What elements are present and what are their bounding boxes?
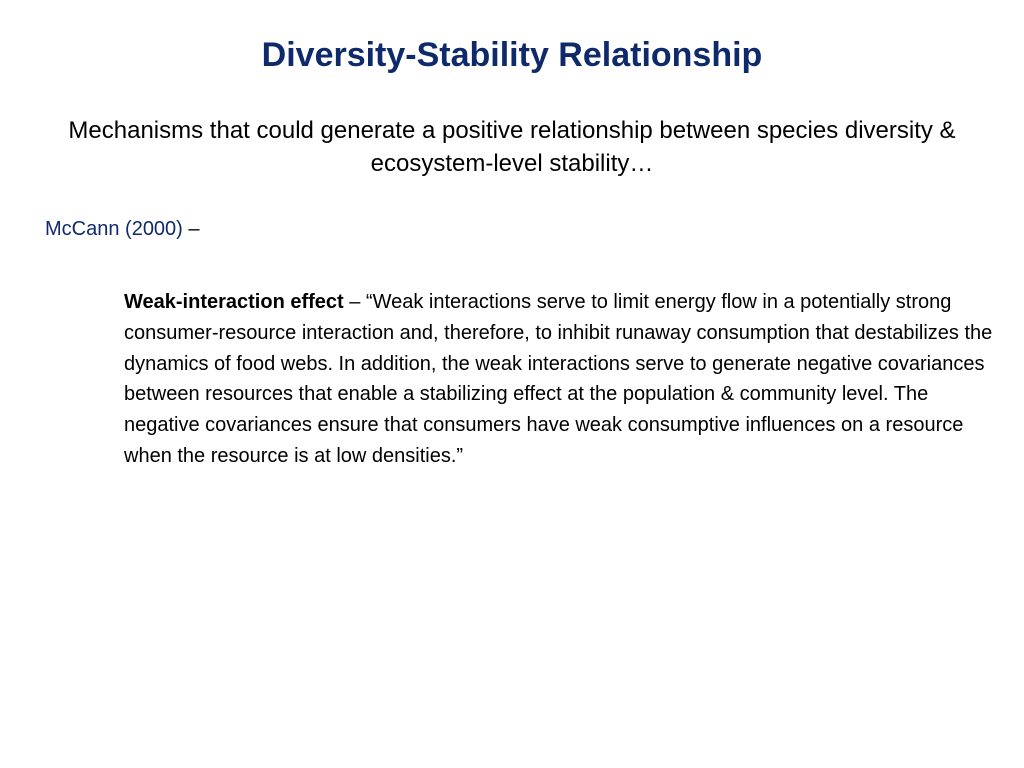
quote-paragraph: [124, 287, 994, 472]
citation-reference: McCann (2000): [45, 218, 183, 240]
citation-separator: –: [182, 218, 200, 240]
quote-text: – “Weak interactions serve to limit energy flow in a potentially strong consumer-resource interaction and, therefore, to inhibit runaway consumption that destabilizes the dynamics of food webs. In addition, the weak interactions serve to generate negative covariances between resources that enable a stabilizing effect at the population & community level. The negative covariances ensure that consumers have weak consumptive influences on a resource when the resource is at low densities.”: [124, 291, 993, 467]
citation-line: [45, 214, 200, 244]
quote-term: Weak-interaction effect: [124, 291, 344, 313]
slide-title: Diversity-Stability Relationship: [261, 36, 763, 74]
slide-subtitle: Mechanisms that could generate a positive relationship between species diversity & ecosystem-level stability…: [68, 117, 956, 177]
